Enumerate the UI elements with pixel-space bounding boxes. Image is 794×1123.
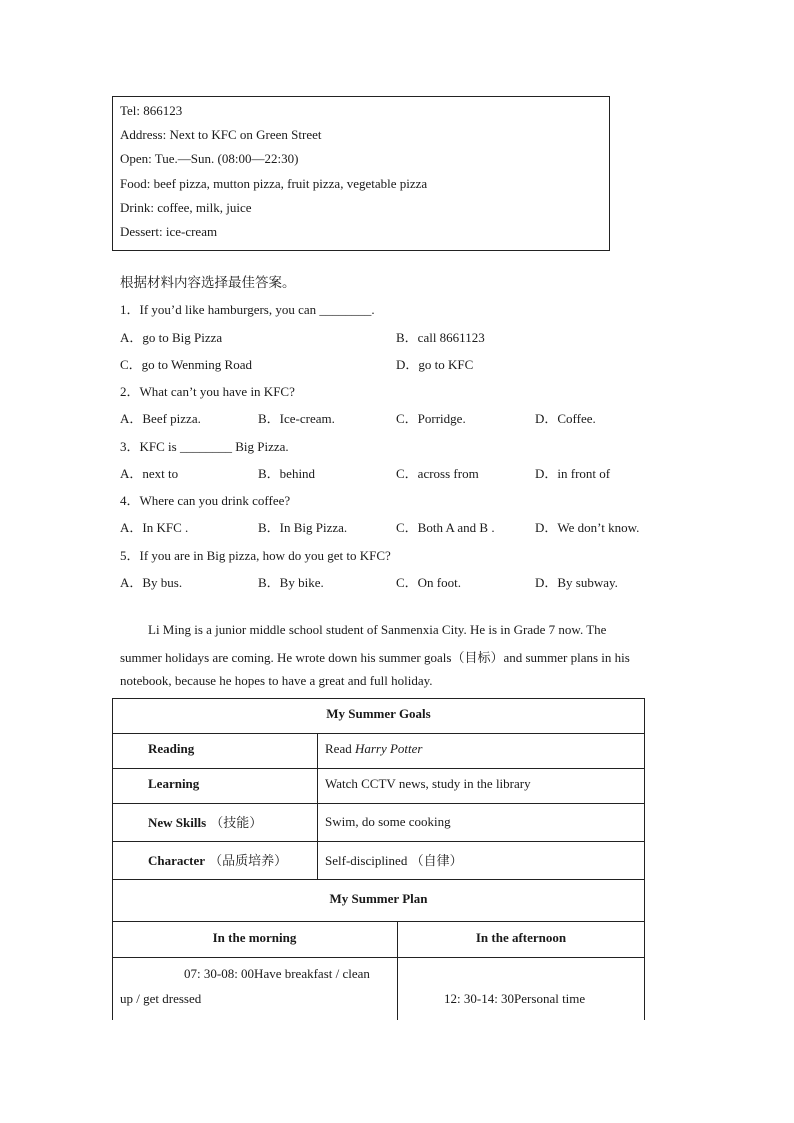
- passage-line-2-cn: （目标）: [451, 651, 504, 666]
- question-5-stem: 5．If you are in Big pizza, how do you get to KFC?: [120, 548, 391, 563]
- question-1-option-d[interactable]: D．go to KFC: [396, 357, 474, 372]
- question-2-option-d[interactable]: D．Coffee.: [535, 411, 596, 426]
- question-5-option-c[interactable]: C．On foot.: [396, 575, 462, 590]
- goals-label-learning: Learning: [148, 776, 200, 791]
- goals-label-character-cn: （品质培养）: [205, 854, 288, 869]
- question-2-option-c[interactable]: C．Porridge.: [396, 411, 466, 426]
- plan-title: My Summer Plan: [329, 891, 428, 906]
- question-2-stem: 2．What can’t you have in KFC?: [120, 384, 295, 399]
- goals-label-new-skills-en: New Skills: [148, 815, 207, 830]
- goals-value-reading-prefix: Read: [325, 741, 355, 756]
- passage-line-1: Li Ming is a junior middle school student of Sanmenxia City. He is in Grade 7 now. The: [148, 622, 607, 637]
- question-5-option-b[interactable]: B．By bike.: [258, 575, 324, 590]
- passage-line-2-a: summer holidays are coming. He wrote down his summer goals: [120, 650, 452, 665]
- plan-afternoon-item: 12: 30-14: 30Personal time: [444, 991, 586, 1006]
- goals-value-learning: Watch CCTV news, study in the library: [325, 776, 531, 791]
- goals-title: My Summer Goals: [326, 706, 431, 721]
- goals-value-character-cn: （自律）: [410, 854, 463, 869]
- question-2-option-b[interactable]: B．Ice-cream.: [258, 411, 335, 426]
- question-4-stem: 4．Where can you drink coffee?: [120, 493, 291, 508]
- question-1-option-a[interactable]: A．go to Big Pizza: [120, 330, 223, 345]
- instruction: 根据材料内容选择最佳答案。: [120, 275, 296, 291]
- plan-morning-item-line-1: 07: 30-08: 00Have breakfast / clean: [184, 966, 370, 981]
- question-3-option-b[interactable]: B．behind: [258, 466, 316, 481]
- passage-line-3: notebook, because he hopes to have a great and full holiday.: [120, 673, 433, 688]
- info-dessert: Dessert: ice-cream: [120, 224, 218, 239]
- goals-label-character: [148, 850, 287, 869]
- info-drink: Drink: coffee, milk, juice: [120, 200, 252, 215]
- passage-line-2: [120, 647, 630, 666]
- question-4-option-a[interactable]: A．In KFC .: [120, 520, 189, 535]
- question-3-option-d[interactable]: D．in front of: [535, 466, 611, 481]
- info-food: Food: beef pizza, mutton pizza, fruit pizza, vegetable pizza: [120, 176, 428, 191]
- question-3-stem: 3．KFC is ________ Big Pizza.: [120, 439, 289, 454]
- plan-morning-item-line-2: up / get dressed: [120, 991, 202, 1006]
- info-tel: Tel: 866123: [120, 103, 183, 118]
- goals-value-new-skills: Swim, do some cooking: [325, 814, 451, 829]
- question-1-option-b[interactable]: B．call 8661123: [396, 330, 485, 345]
- question-2-option-a[interactable]: A．Beef pizza.: [120, 411, 201, 426]
- question-4-option-d[interactable]: D．We don’t know.: [535, 520, 640, 535]
- question-5-option-d[interactable]: D．By subway.: [535, 575, 618, 590]
- question-1-option-c[interactable]: C．go to Wenming Road: [120, 357, 252, 372]
- question-4-option-c[interactable]: C．Both A and B .: [396, 520, 495, 535]
- goals-label-character-en: Character: [148, 853, 206, 868]
- info-address: Address: Next to KFC on Green Street: [120, 127, 322, 142]
- plan-morning-header: In the morning: [212, 930, 297, 945]
- question-3-option-c[interactable]: C．across from: [396, 466, 479, 481]
- question-1-stem: 1．If you’d like hamburgers, you can ________.: [120, 302, 375, 317]
- goals-label-new-skills: [148, 812, 262, 831]
- goals-value-reading-title: Harry Potter: [354, 741, 423, 756]
- shop-info-box: [112, 96, 610, 251]
- goals-label-new-skills-cn: （技能）: [206, 816, 263, 831]
- question-3-option-a[interactable]: A．next to: [120, 466, 179, 481]
- goals-label-reading: Reading: [148, 741, 195, 756]
- question-5-option-a[interactable]: A．By bus.: [120, 575, 183, 590]
- goals-value-reading: [325, 741, 423, 757]
- goals-value-character: [325, 850, 463, 869]
- info-open: Open: Tue.—Sun. (08:00—22:30): [120, 151, 299, 166]
- plan-afternoon-header: In the afternoon: [475, 930, 567, 945]
- passage-line-2-b: and summer plans in his: [503, 650, 630, 665]
- question-4-option-b[interactable]: B．In Big Pizza.: [258, 520, 348, 535]
- goals-value-character-en: Self-disciplined: [325, 853, 411, 868]
